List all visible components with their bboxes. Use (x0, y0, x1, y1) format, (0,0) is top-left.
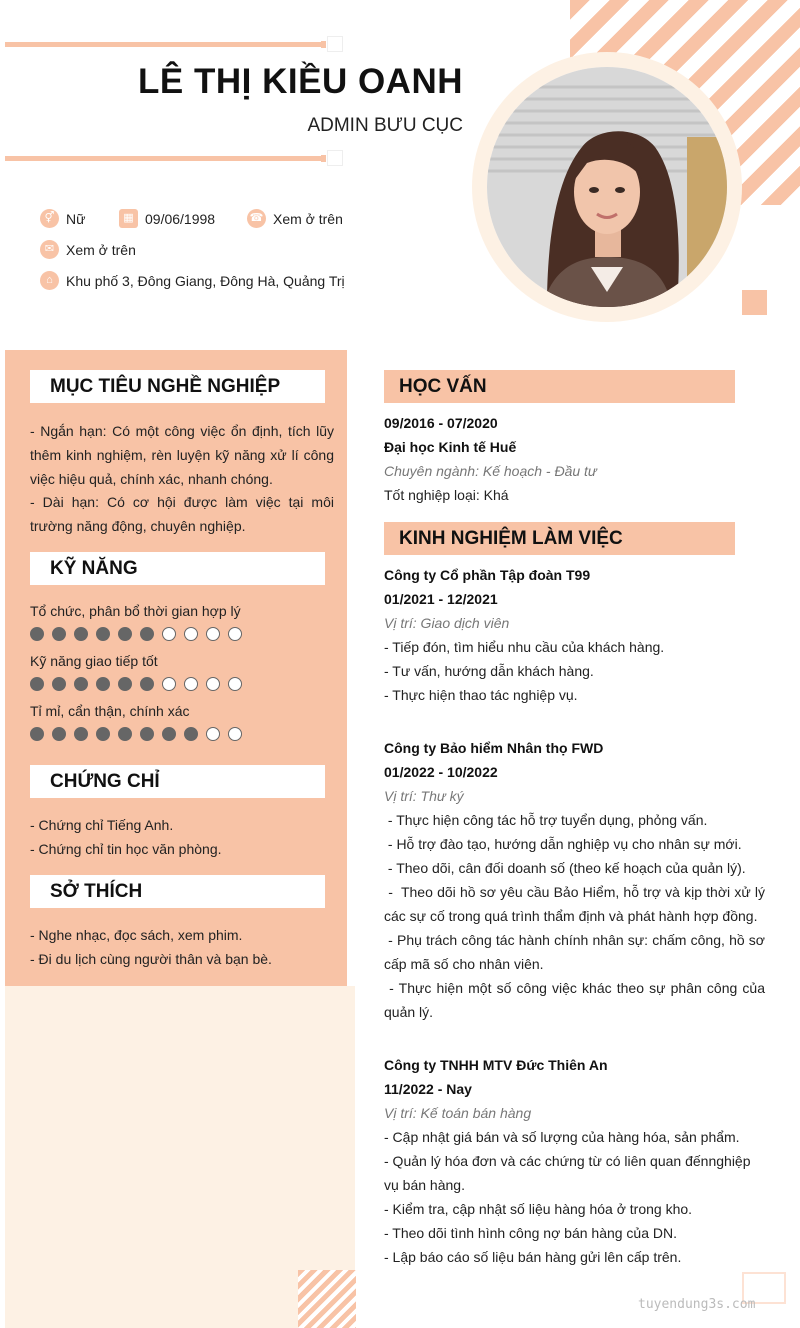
job-period: 11/2022 - Nay (384, 1081, 472, 1097)
skill-dot-filled (96, 627, 110, 641)
skill-dot-filled (118, 727, 132, 741)
skill-dot-filled (184, 727, 198, 741)
skill-dot-empty (206, 727, 220, 741)
contact-birthday (119, 209, 215, 228)
skill-rating (30, 627, 242, 641)
job-company: Công ty Bảo hiểm Nhân thọ FWD (384, 740, 604, 756)
skill-dot-filled (52, 627, 66, 641)
job-duty: - Cập nhật giá bán và số lượng của hàng hóa, sản phẩm. (384, 1129, 740, 1145)
calendar-icon: ▦ (119, 209, 138, 228)
job-duty: - Theo dõi tình hình công nợ bán hàng của DN. (384, 1225, 678, 1241)
skill-dot-filled (140, 677, 154, 691)
objective-line: - Ngắn hạn: Có một công việc ổn định, tích lũy thêm kinh nghiệm, rèn luyện kỹ năng xử lí công việc hiệu quả, chính xác, nhanh chóng. (30, 423, 334, 487)
candidate-title: ADMIN BƯU CỤC (307, 115, 463, 136)
job-duty: - Kiểm tra, cập nhật số liệu hàng hóa ở trong kho. (384, 1201, 693, 1217)
skill-dot-filled (96, 727, 110, 741)
skill-dot-empty (206, 677, 220, 691)
objective-heading: MỤC TIÊU NGHỀ NGHIỆP (30, 370, 325, 403)
job-company: Công ty TNHH MTV Đức Thiên An (384, 1057, 608, 1073)
header-rule-bottom-end (327, 150, 343, 166)
job-period: 01/2022 - 10/2022 (384, 764, 498, 780)
skill-dot-filled (96, 677, 110, 691)
contact-email-text: Xem ở trên (66, 241, 136, 258)
job-duty: - Thực hiện thao tác nghiệp vụ. (384, 687, 578, 703)
skill-dot-filled (140, 727, 154, 741)
email-icon: ✉ (40, 240, 59, 259)
skill-dot-filled (30, 727, 44, 741)
header-rule-top-end (327, 36, 343, 52)
candidate-name: LÊ THỊ KIỀU OANH (138, 62, 463, 101)
skill-dot-filled (118, 627, 132, 641)
contact-birthday-text: 09/06/1998 (145, 210, 216, 227)
skill-dot-filled (30, 677, 44, 691)
skill-dot-empty (184, 677, 198, 691)
skill-dot-filled (52, 727, 66, 741)
skill-rating (30, 677, 242, 691)
skill-dot-empty (228, 627, 242, 641)
job-duty: - Theo dõi, cân đối doanh số (theo kế hoạch của quản lý). (384, 860, 746, 876)
skill-dot-empty (228, 677, 242, 691)
skill-dot-filled (74, 677, 88, 691)
hobby-line: - Đi du lịch cùng người thân và bạn bè. (30, 951, 272, 967)
skill-dot-empty (228, 727, 242, 741)
skill-dot-filled (140, 627, 154, 641)
education-period: 09/2016 - 07/2020 (384, 415, 498, 431)
experience-heading: KINH NGHIỆM LÀM VIỆC (384, 522, 735, 555)
header-rule-top-tip (321, 41, 326, 48)
header-rule-bottom (5, 156, 325, 161)
contact-address (40, 271, 345, 290)
certificate-line: - Chứng chỉ tin học văn phòng. (30, 841, 222, 857)
skill-dot-empty (162, 627, 176, 641)
contact-gender-text: Nữ (66, 210, 86, 227)
gender-icon: ⚥ (40, 209, 59, 228)
skill-dot-filled (52, 677, 66, 691)
contact-phone-text: Xem ở trên (273, 210, 343, 227)
contact-address-text: Khu phố 3, Đông Giang, Đông Hà, Quảng Trị (66, 272, 345, 289)
skill-label: Kỹ năng giao tiếp tốt (30, 653, 158, 669)
skill-dot-filled (74, 727, 88, 741)
job-company: Công ty Cổ phần Tập đoàn T99 (384, 567, 591, 583)
education-grade: Tốt nghiệp loại: Khá (384, 487, 509, 503)
header-rule-top (5, 42, 325, 47)
job-duty: - Quản lý hóa đơn và các chứng từ có liên quan đếnnghiệp vụ bán hàng. (384, 1153, 751, 1193)
certificates-heading: CHỨNG CHỈ (30, 765, 325, 798)
phone-icon: ☎ (247, 209, 266, 228)
job-position: Vị trí: Giao dịch viên (384, 615, 510, 631)
job-duty: - Thực hiện một số công việc khác theo sự phân công của quản lý. (384, 980, 769, 1020)
home-icon: ⌂ (40, 271, 59, 290)
job-duty: - Theo dõi hồ sơ yêu cầu Bảo Hiểm, hỗ trợ và kịp thời xử lý các sự cố trong quá trình thẩm định và phát hành hợp đồng. (384, 884, 769, 924)
skill-dot-empty (162, 677, 176, 691)
education-heading: HỌC VẤN (384, 370, 735, 403)
avatar-photo (487, 67, 727, 307)
watermark: tuyendung3s.com (638, 1297, 756, 1312)
objective-line: - Dài hạn: Có cơ hội được làm việc tại môi trường năng động, chuyên nghiệp. (30, 494, 334, 534)
job-position: Vị trí: Kế toán bán hàng (384, 1105, 532, 1121)
skill-dot-filled (118, 677, 132, 691)
education-school: Đại học Kinh tế Huế (384, 439, 517, 455)
skill-dot-filled (30, 627, 44, 641)
skill-dot-empty (206, 627, 220, 641)
decorative-stripes-bottom (298, 1270, 356, 1328)
skill-label: Tổ chức, phân bổ thời gian hợp lý (30, 603, 241, 619)
hobbies-heading: SỞ THÍCH (30, 875, 325, 908)
skill-dot-empty (184, 627, 198, 641)
skill-label: Tỉ mỉ, cẩn thận, chính xác (30, 703, 190, 719)
job-duty: - Phụ trách công tác hành chính nhân sự: chấm công, hồ sơ cấp mã số cho nhân viên. (384, 932, 769, 972)
job-period: 01/2021 - 12/2021 (384, 591, 498, 607)
skills-heading: KỸ NĂNG (30, 552, 325, 585)
contact-phone (247, 209, 343, 228)
job-duty: - Tiếp đón, tìm hiểu nhu cầu của khách hàng. (384, 639, 665, 655)
job-duty: - Hỗ trợ đào tạo, hướng dẫn nghiệp vụ cho nhân sự mới. (384, 836, 742, 852)
contact-gender (40, 209, 85, 228)
hobby-line: - Nghe nhạc, đọc sách, xem phim. (30, 927, 243, 943)
job-duty: - Thực hiện công tác hỗ trợ tuyển dụng, phỏng vấn. (384, 812, 708, 828)
job-duty: - Tư vấn, hướng dẫn khách hàng. (384, 663, 594, 679)
header-rule-bottom-tip (321, 155, 326, 162)
job-duty: - Lập báo cáo số liệu bán hàng gửi lên cấp trên. (384, 1249, 682, 1265)
skill-dot-filled (162, 727, 176, 741)
skill-rating (30, 727, 242, 741)
education-major: Chuyên ngành: Kế hoạch - Đầu tư (384, 463, 597, 479)
job-position: Vị trí: Thư ký (384, 788, 464, 804)
decorative-square (742, 290, 767, 315)
skill-dot-filled (74, 627, 88, 641)
certificate-line: - Chứng chỉ Tiếng Anh. (30, 817, 174, 833)
contact-email (40, 240, 136, 259)
avatar (487, 67, 727, 307)
